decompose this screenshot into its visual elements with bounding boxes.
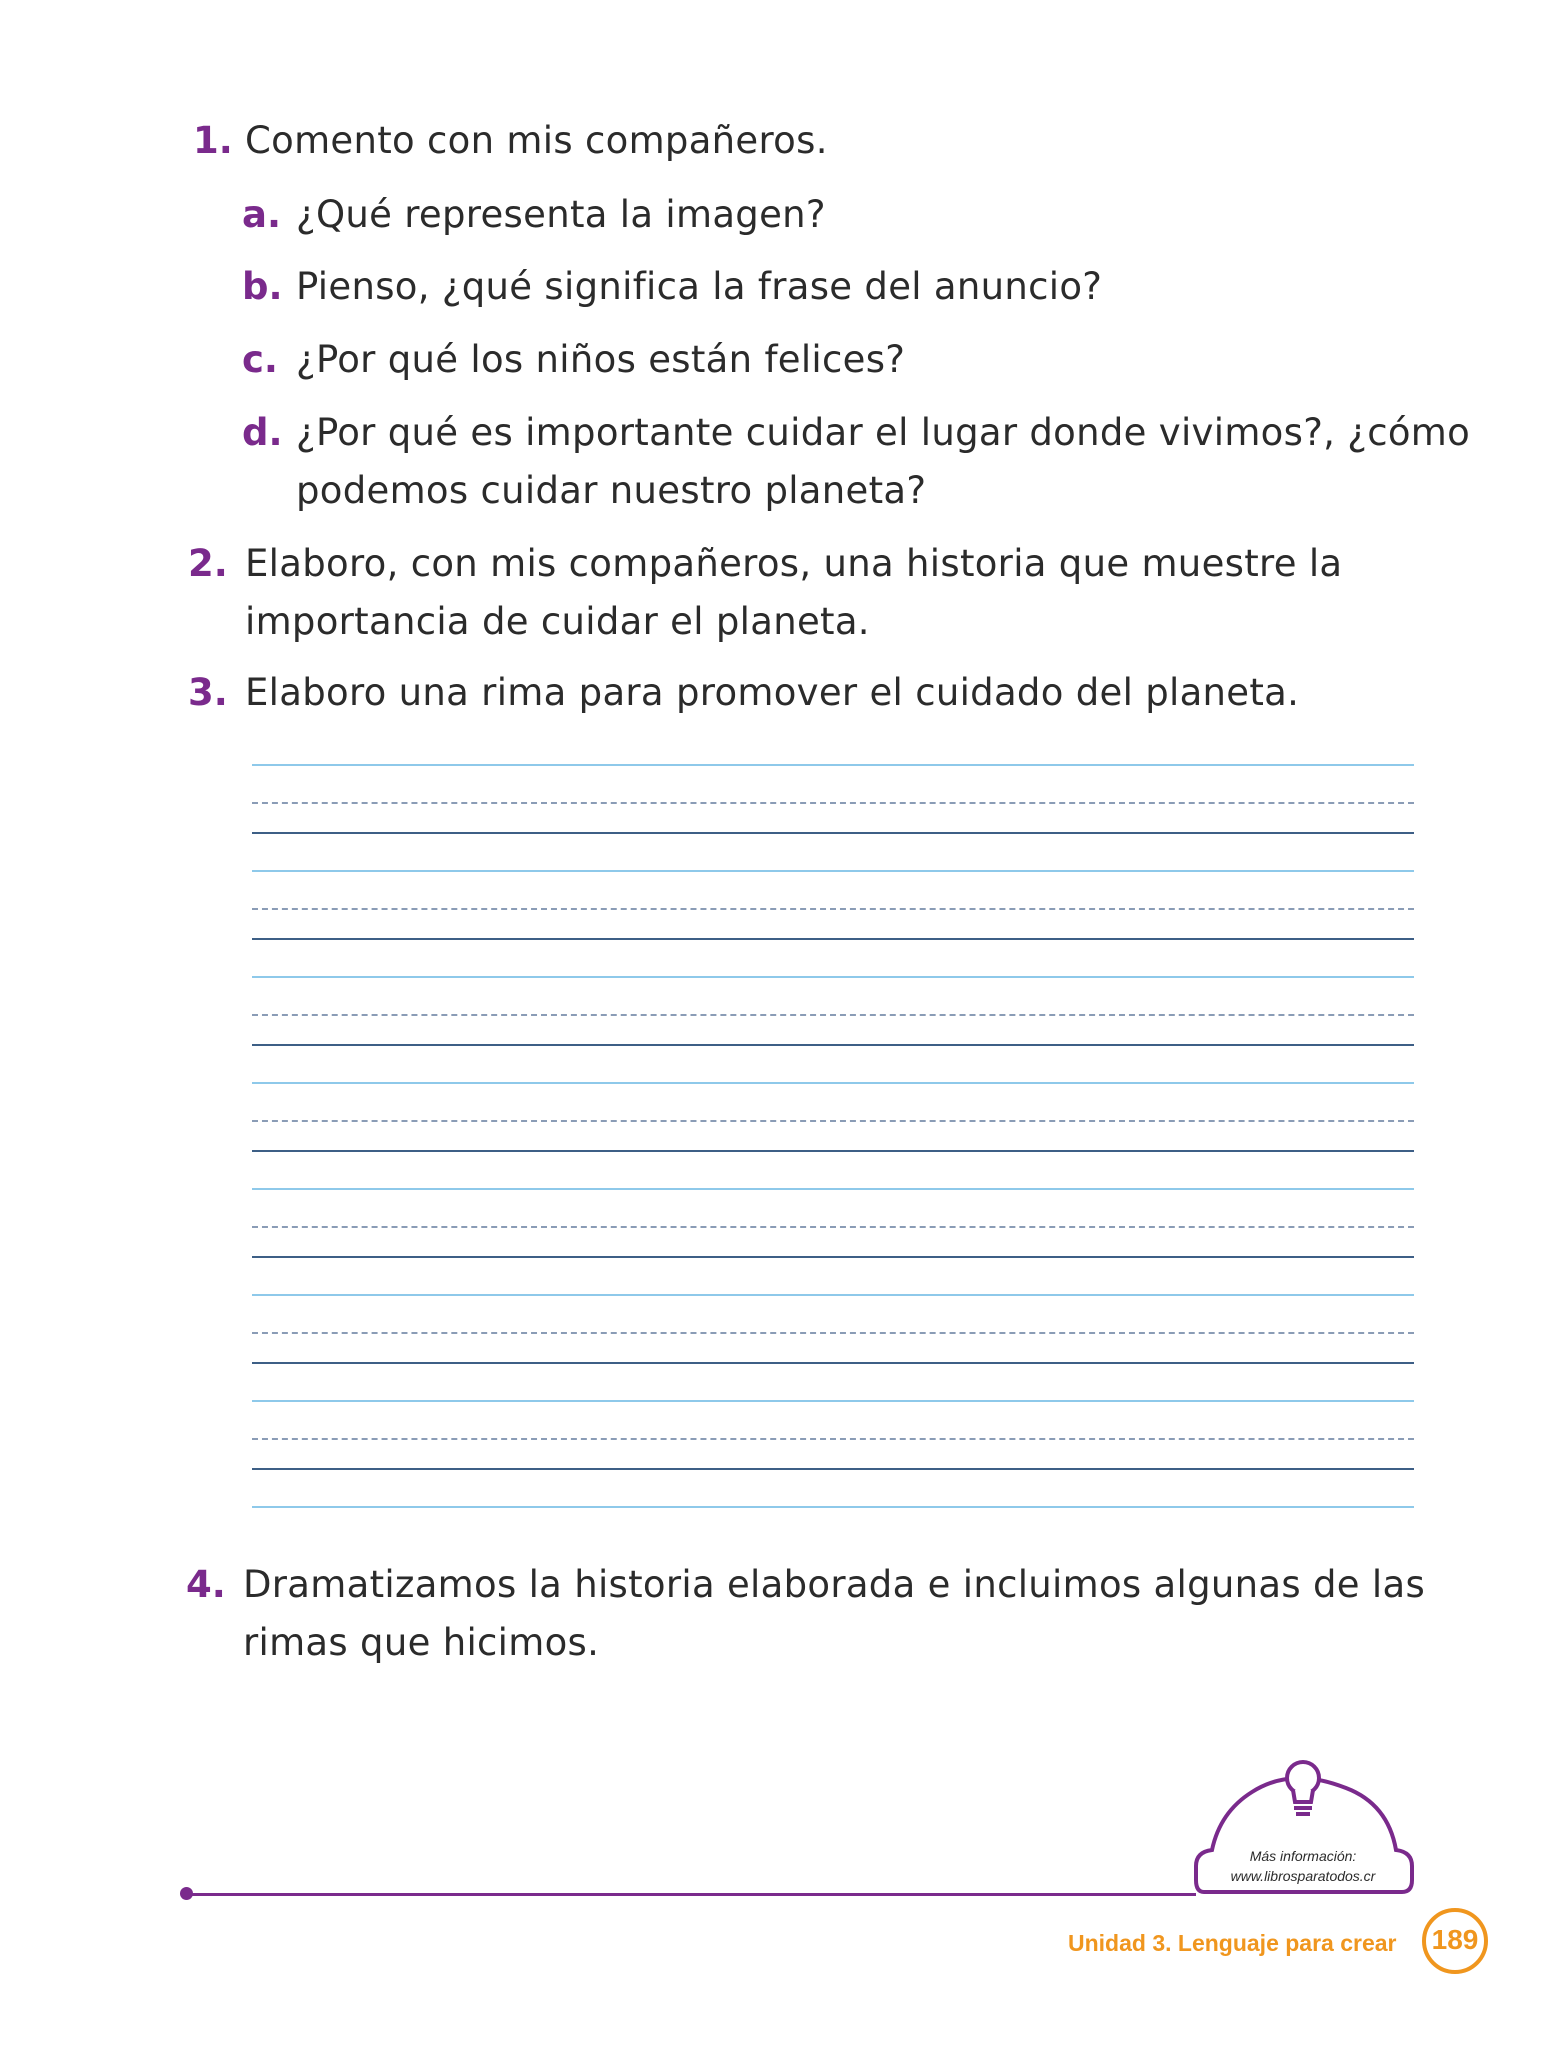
question-4-line2: rimas que hicimos. [243,1621,600,1664]
guide-line-mid [252,1332,1414,1334]
question-1a-letter: a. [242,193,282,236]
guide-line-top [252,976,1414,978]
guide-line-mid [252,1438,1414,1440]
guide-line-base [252,1362,1414,1364]
guide-line-mid [252,802,1414,804]
more-info-url[interactable]: www.librosparatodos.cr [1230,1868,1376,1884]
footer-divider [186,1893,1196,1896]
unit-title: Unidad 3. Lenguaje para crear [1068,1930,1397,1956]
question-2-line2: importancia de cuidar el planeta. [245,600,870,643]
question-1b-letter: b. [242,265,283,308]
guide-line-mid [252,908,1414,910]
question-1-text: Comento con mis compañeros. [245,119,828,162]
question-1b-text: Pienso, ¿qué significa la frase del anuncio? [296,265,1103,308]
question-1c-text: ¿Por qué los niños están felices? [296,338,906,381]
guide-line-mid [252,1014,1414,1016]
guide-line-top [252,764,1414,766]
guide-line-base [252,1044,1414,1046]
question-4-line1: Dramatizamos la historia elaborada e incluimos algunas de las [243,1563,1426,1606]
question-4-number: 4. [186,1563,226,1606]
question-2-number: 2. [188,542,228,585]
question-3-number: 3. [188,671,228,714]
guide-line-base [252,1150,1414,1152]
question-1d-line2: podemos cuidar nuestro planeta? [296,469,927,512]
guide-line-top [252,1188,1414,1190]
guide-line-top [252,1400,1414,1402]
guide-line-mid [252,1226,1414,1228]
guide-line-top [252,1506,1414,1508]
question-1a-text: ¿Qué representa la imagen? [296,193,826,236]
guide-line-mid [252,1120,1414,1122]
more-info-label: Más información: [1249,1848,1357,1864]
guide-line-base [252,832,1414,834]
guide-line-base [252,1468,1414,1470]
question-1c-letter: c. [242,338,278,381]
guide-line-top [252,870,1414,872]
guide-line-base [252,1256,1414,1258]
question-1-number: 1. [193,119,233,162]
page-number: 189 [1422,1908,1488,1974]
guide-line-top [252,1082,1414,1084]
guide-line-top [252,1294,1414,1296]
question-2-line1: Elaboro, con mis compañeros, una historia que muestre la [245,542,1343,585]
question-3-text: Elaboro una rima para promover el cuidado del planeta. [245,671,1300,714]
question-1d-line1: ¿Por qué es importante cuidar el lugar donde vivimos?, ¿cómo [296,411,1471,454]
guide-line-base [252,938,1414,940]
question-1d-letter: d. [242,411,283,454]
